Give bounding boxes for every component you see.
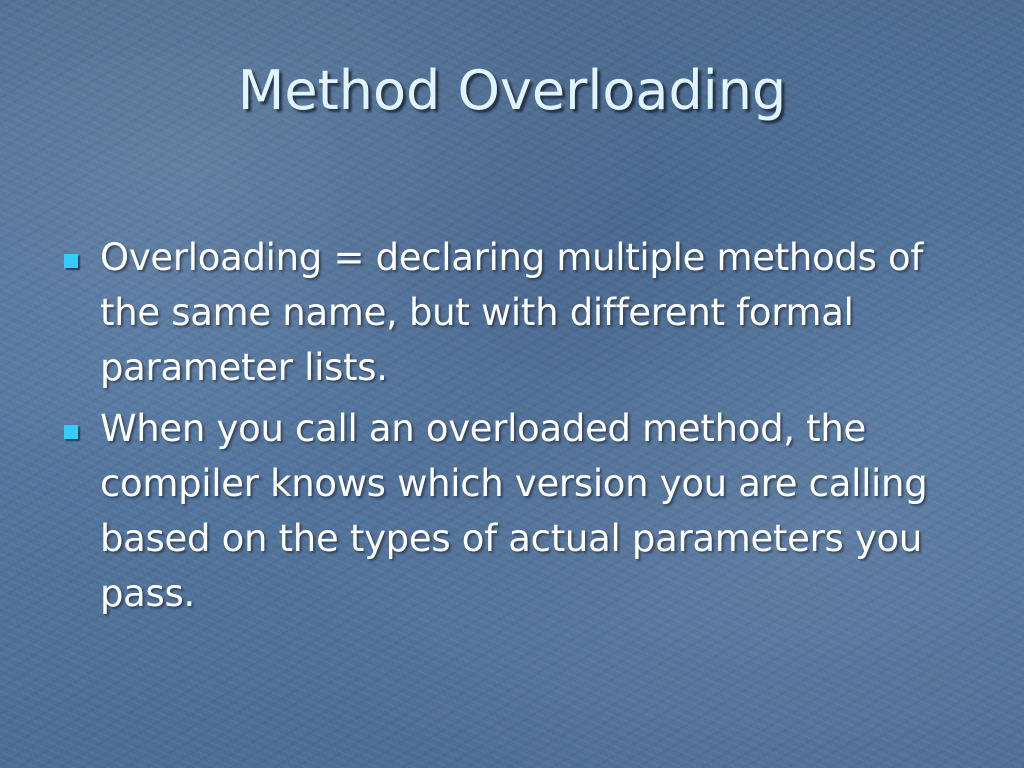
- bullet-text: Overloading = declaring multiple methods of the same name, but with different formal parameter lists.: [100, 236, 924, 389]
- square-bullet-icon: [64, 254, 78, 268]
- bullet-list: [62, 230, 962, 627]
- slide-title: Method Overloading: [237, 59, 787, 122]
- bullet-item-overloading-definition: [62, 230, 962, 395]
- bullet-text: When you call an overloaded method, the compiler knows which version you are calling based on the types of actual parameters you pass.: [100, 407, 928, 615]
- square-bullet-icon: [64, 425, 78, 439]
- bullet-item-overloaded-call: [62, 401, 962, 621]
